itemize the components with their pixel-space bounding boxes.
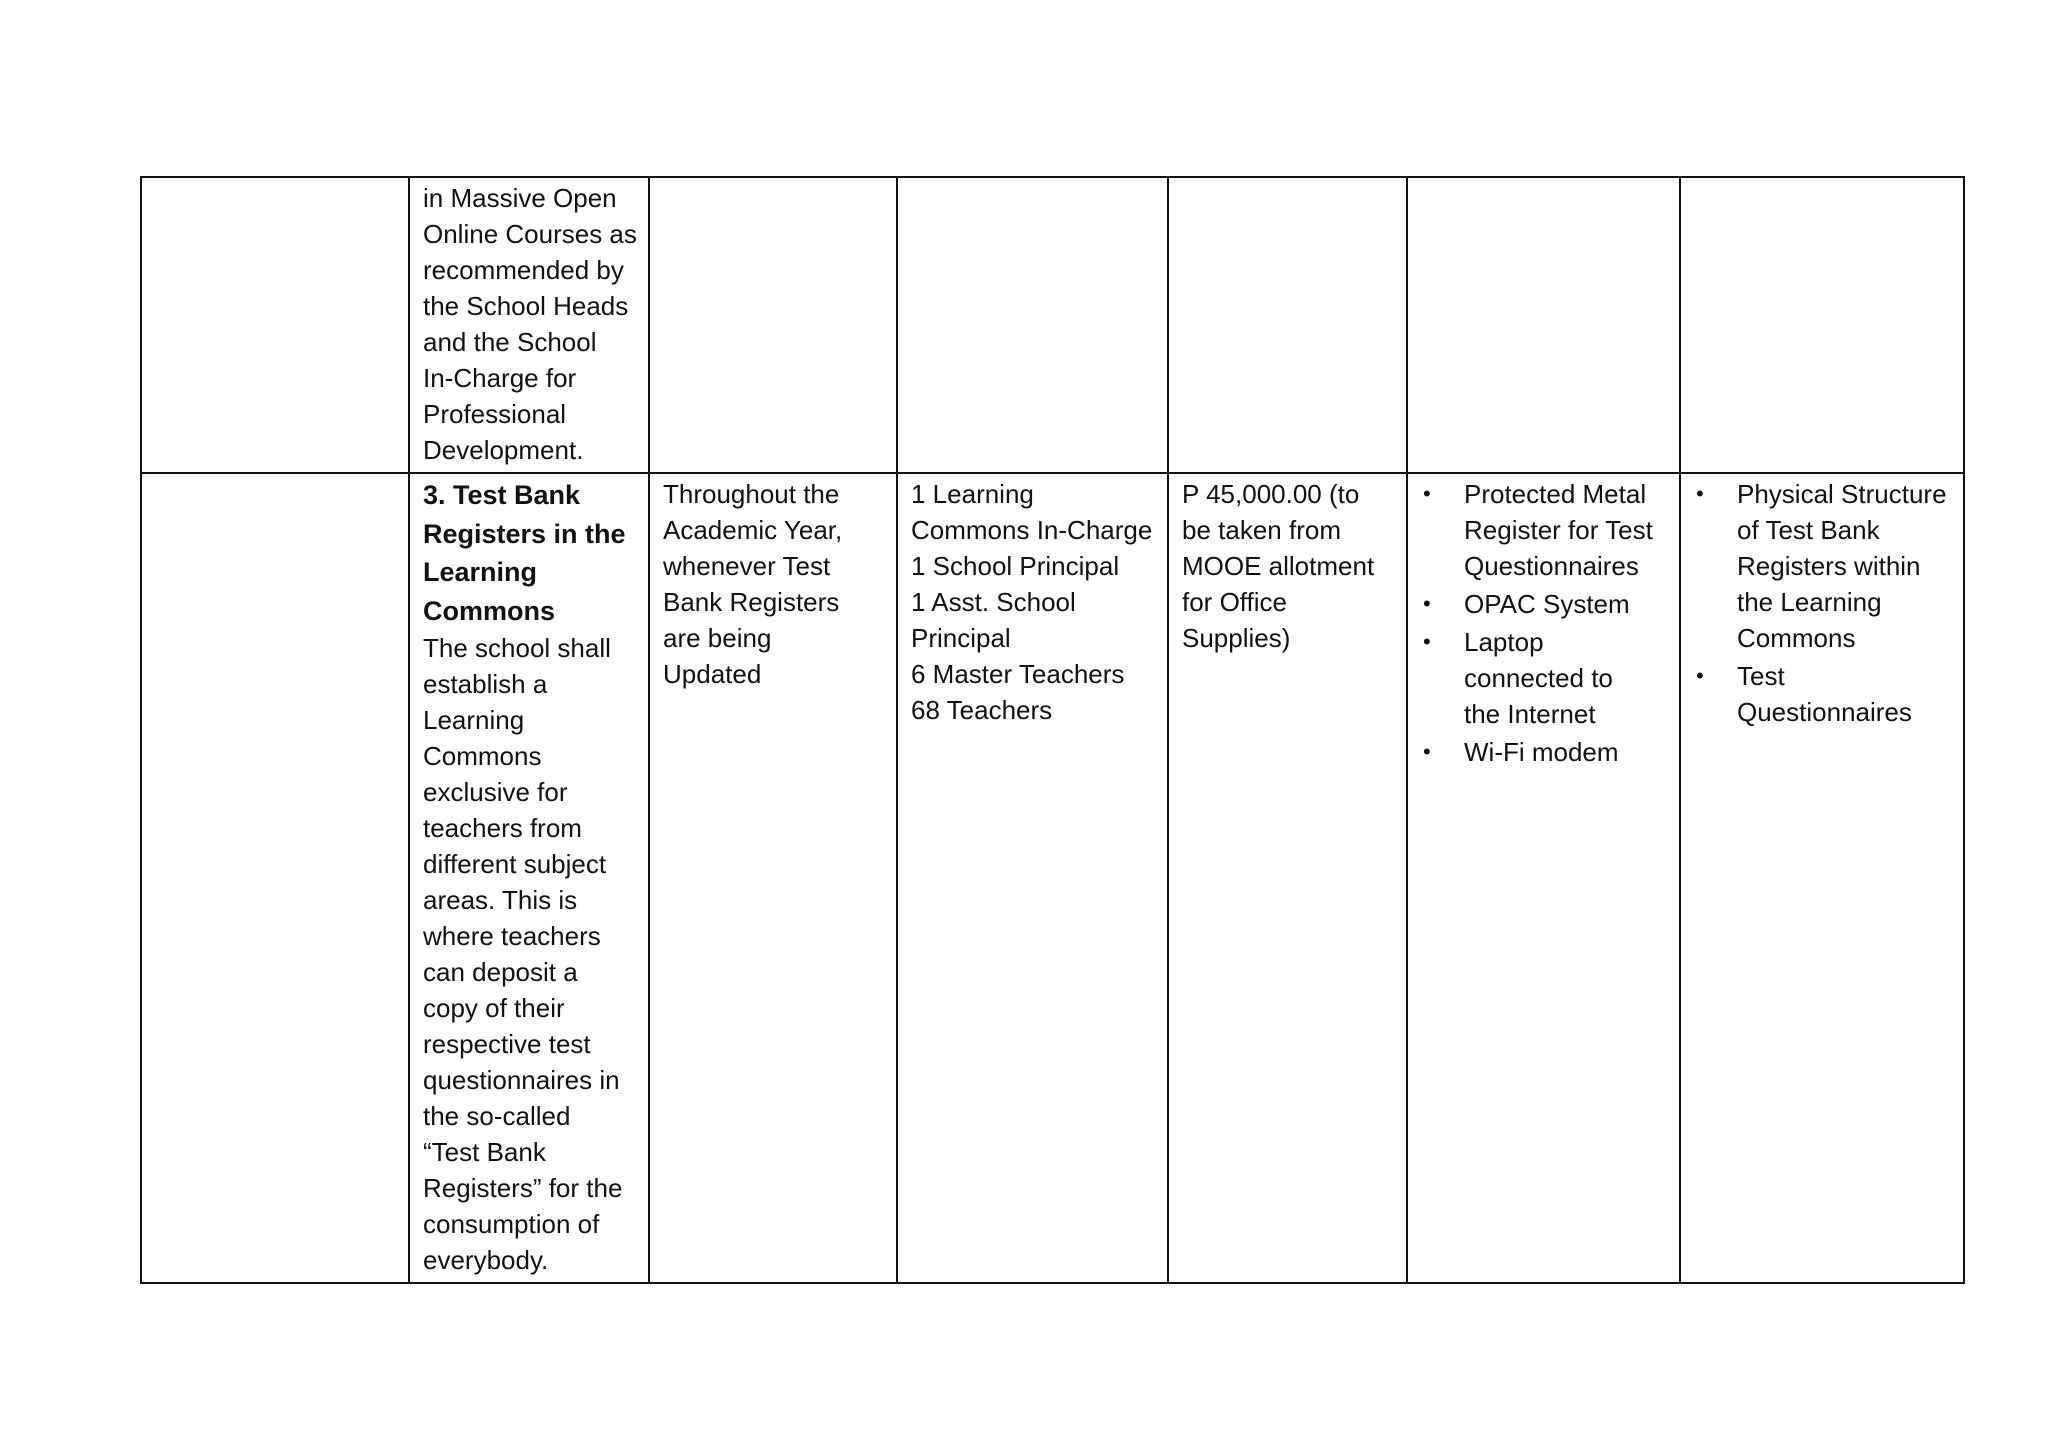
list-item [1421,476,1667,584]
resource-line: Register for Test [1464,515,1653,545]
list-item [1694,658,1951,730]
activity-desc-line: Commons [423,741,542,771]
persons-line: 1 Asst. School [911,587,1076,617]
list-item [1421,586,1667,622]
activity-desc-line: establish a [423,669,548,699]
activity-line: and the School [423,327,597,357]
activity-cell [409,177,649,473]
resource-line: OPAC System [1464,589,1630,619]
activity-desc-line: exclusive for [423,777,568,807]
activity-title-line: Learning [423,557,538,587]
activity-desc-line: consumption of [423,1209,600,1239]
activity-desc-line: The school shall [423,633,611,663]
output-line: Commons [1737,623,1856,653]
activity-line: in Massive Open [423,183,617,213]
persons-line: 6 Master Teachers [911,659,1125,689]
bullet-icon: • [1696,481,1704,506]
timeline-cell [649,473,897,1283]
budget-line: MOOE allotment [1182,551,1375,581]
activity-line: Online Courses as [423,219,637,249]
activity-desc-line: respective test [423,1029,591,1059]
budget-line: Supplies) [1182,623,1291,653]
persons-line: Commons In-Charge [911,515,1153,545]
persons-line: 68 Teachers [911,695,1053,725]
timeline-line: whenever Test [663,551,831,581]
objective-cell [141,177,409,473]
activity-desc-line: areas. This is [423,885,578,915]
output-line: Registers within [1737,551,1921,581]
persons-cell [897,177,1168,473]
outputs-cell [1680,177,1964,473]
activity-desc-line: the so-called [423,1101,571,1131]
list-item [1421,624,1667,732]
resources-cell [1407,473,1680,1283]
activity-line: In-Charge for [423,363,577,393]
timeline-cell [649,177,897,473]
activity-desc-line: everybody. [423,1245,549,1275]
resource-line: Questionnaires [1464,551,1639,581]
bullet-icon: • [1423,591,1431,616]
activity-title-line: 3. Test Bank [423,480,581,510]
list-item [1421,734,1667,770]
resource-line: Laptop [1464,627,1544,657]
resources-cell [1407,177,1680,473]
resource-line: Wi-Fi modem [1464,737,1619,767]
timeline-line: Updated [663,659,762,689]
budget-line: be taken from [1182,515,1341,545]
bullet-icon: • [1423,481,1431,506]
outputs-cell [1680,473,1964,1283]
persons-line: Principal [911,623,1011,653]
output-line: the Learning [1737,587,1882,617]
output-line: Physical Structure [1737,479,1947,509]
timeline-line: Bank Registers [663,587,840,617]
resource-line: connected to [1464,663,1613,693]
bullet-icon: • [1423,629,1431,654]
timeline-line: are being [663,623,772,653]
budget-line: for Office [1182,587,1288,617]
activity-desc-line: where teachers [423,921,601,951]
activity-cell [409,473,649,1283]
bullet-icon: • [1696,663,1704,688]
list-item [1694,476,1951,656]
budget-line: P 45,000.00 (to [1182,479,1360,509]
timeline-line: Throughout the [663,479,840,509]
activity-desc-line: teachers from [423,813,582,843]
budget-cell [1168,177,1407,473]
resources-list [1421,476,1667,770]
activity-desc-line: different subject [423,849,607,879]
timeline-line: Academic Year, [663,515,843,545]
outputs-list [1694,476,1951,730]
table-row [141,177,1964,473]
activity-line: Development. [423,435,584,465]
bullet-icon: • [1423,739,1431,764]
resource-line: the Internet [1464,699,1596,729]
activity-line: Professional [423,399,567,429]
resource-line: Protected Metal [1464,479,1647,509]
activity-line: recommended by [423,255,624,285]
activity-desc-line: can deposit a [423,957,578,987]
output-line: Test [1737,661,1785,691]
plan-table [140,176,1965,1284]
activity-line: the School Heads [423,291,629,321]
persons-cell [897,473,1168,1283]
activity-title-line: Commons [423,595,556,626]
persons-line: 1 School Principal [911,551,1120,581]
activity-desc-line: Registers” for the [423,1173,623,1203]
activity-desc-line: “Test Bank [423,1137,546,1167]
budget-cell [1168,473,1407,1283]
table-row [141,473,1964,1283]
persons-line: 1 Learning [911,479,1034,509]
activity-desc-line: Learning [423,705,525,735]
activity-desc-line: questionnaires in [423,1065,620,1095]
output-line: of Test Bank [1737,515,1880,545]
objective-cell [141,473,409,1283]
activity-desc-line: copy of their [423,993,565,1023]
output-line: Questionnaires [1737,697,1912,727]
activity-title-line: Registers in the [423,518,626,549]
